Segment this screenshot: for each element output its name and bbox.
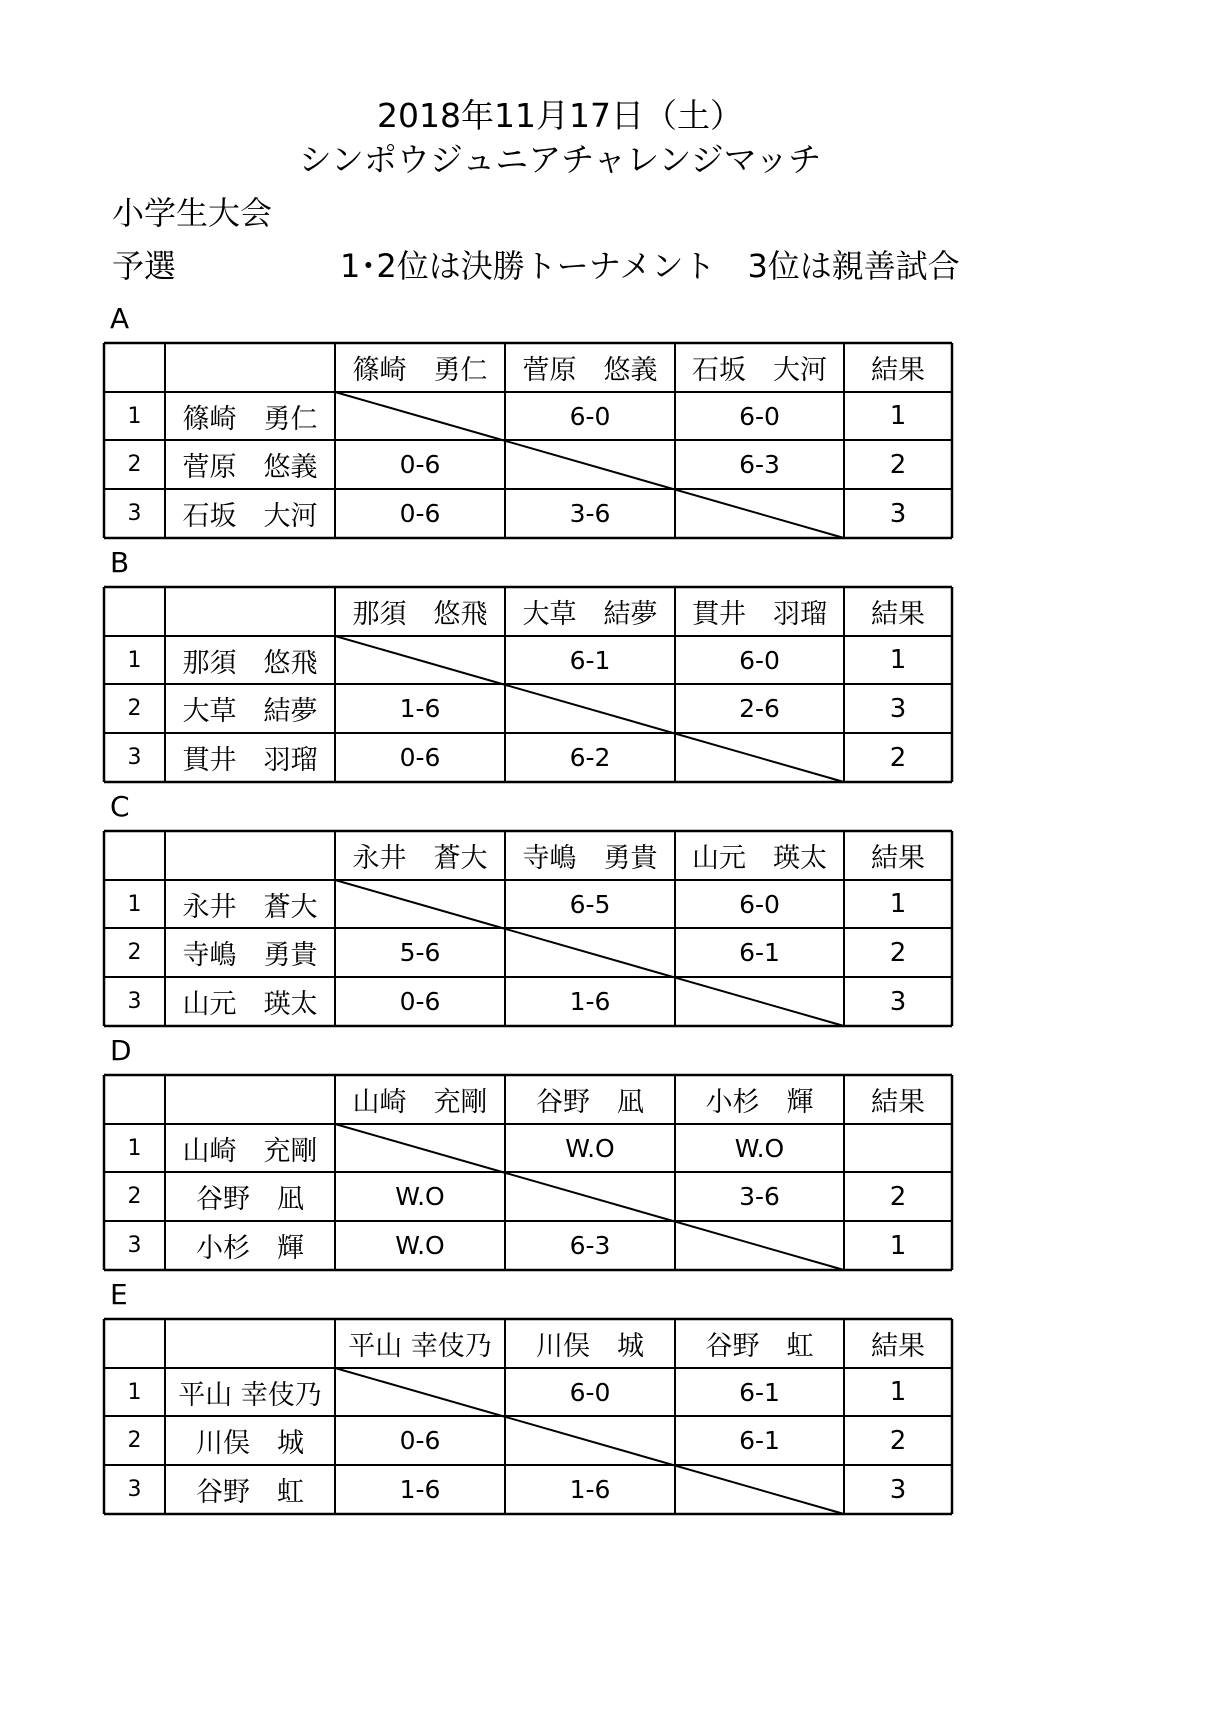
row-number: 2: [127, 696, 142, 721]
row-number: 1: [127, 647, 142, 673]
table-gridlines: [104, 343, 952, 538]
match-score: 6-3: [739, 450, 780, 479]
group-table: [104, 587, 952, 782]
match-score: 6-0: [739, 401, 780, 431]
match-score: 3-6: [569, 499, 611, 528]
row-number: 2: [127, 452, 142, 477]
event-title: シンポウジュニアチャレンジマッチ: [298, 140, 822, 179]
row-result: 1: [889, 1377, 907, 1407]
row-result: 3: [889, 1474, 907, 1505]
match-score: 6-2: [569, 743, 611, 772]
match-score: 3-6: [739, 1182, 780, 1211]
self-match-diagonal: [335, 636, 844, 782]
column-header-player: 菅原 悠義: [522, 355, 658, 386]
self-match-diagonal: [335, 1368, 844, 1514]
table-gridlines: [104, 1319, 952, 1514]
column-header-player: 谷野 凪: [536, 1087, 644, 1118]
table-gridlines: [104, 831, 952, 1026]
match-score: 0-6: [399, 499, 441, 528]
row-result: 2: [889, 449, 907, 480]
column-header-player: 平山 幸伎乃: [348, 1331, 492, 1362]
row-result: 2: [889, 742, 907, 773]
match-score: 1-6: [569, 987, 611, 1016]
row-player-name: 篠崎 勇仁: [182, 403, 318, 435]
match-score: 6-1: [739, 938, 780, 967]
group-label: A: [110, 302, 130, 335]
column-header-player: 永井 蒼大: [352, 843, 488, 874]
match-score: 6-1: [569, 645, 611, 675]
group-label: C: [110, 790, 130, 823]
row-player-name: 石坂 大河: [182, 501, 318, 532]
row-number: 2: [127, 940, 142, 965]
column-header-player: 那須 悠飛: [352, 599, 488, 630]
match-score: 6-0: [739, 889, 780, 919]
match-score: W.O: [734, 1133, 785, 1163]
row-number: 3: [127, 745, 142, 770]
match-score: W.O: [395, 1182, 445, 1211]
row-number: 2: [127, 1184, 142, 1209]
column-header-player: 石坂 大河: [692, 355, 827, 386]
column-header-player: 山崎 充剛: [352, 1087, 488, 1118]
row-player-name: 大草 結夢: [182, 696, 318, 727]
table-gridlines: [104, 1075, 952, 1270]
group-table: [104, 343, 952, 538]
row-player-name: 那須 悠飛: [182, 647, 318, 679]
row-result: 1: [889, 645, 907, 675]
table-gridlines: [104, 587, 952, 782]
row-number: 3: [127, 1233, 142, 1258]
column-header-result: 結果: [871, 599, 925, 630]
column-header-player: 貫井 羽瑠: [692, 599, 827, 630]
column-header-player: 篠崎 勇仁: [352, 355, 488, 386]
row-player-name: 平山 幸伎乃: [178, 1379, 322, 1411]
match-score: 6-1: [739, 1377, 780, 1407]
row-result: 2: [889, 937, 907, 968]
row-number: 3: [127, 1477, 142, 1502]
row-result: 3: [889, 693, 907, 724]
group-table: [104, 831, 952, 1026]
self-match-diagonal: [335, 392, 844, 538]
column-header-result: 結果: [871, 1087, 925, 1118]
group-table: [104, 1319, 952, 1514]
group-label: D: [110, 1034, 132, 1067]
group-table: [104, 1075, 952, 1270]
row-number: 3: [127, 501, 142, 526]
advancement-note: 1･2位は決勝トーナメント 3位は親善試合: [340, 247, 960, 285]
column-header-player: 小杉 輝: [705, 1087, 814, 1118]
row-player-name: 貫井 羽瑠: [182, 745, 318, 776]
group-label: B: [110, 546, 130, 579]
column-header-result: 結果: [871, 355, 925, 386]
column-header-player: 山元 瑛太: [692, 843, 827, 874]
row-player-name: 永井 蒼大: [182, 891, 318, 923]
match-score: 6-1: [739, 1426, 780, 1455]
match-score: 5-6: [399, 938, 441, 967]
match-score: 0-6: [399, 987, 441, 1016]
row-result: 1: [889, 889, 907, 919]
column-header-player: 大草 結夢: [522, 599, 658, 630]
row-player-name: 小杉 輝: [196, 1233, 304, 1264]
row-number: 1: [127, 403, 142, 429]
event-date: 2018年11月17日（土）: [377, 96, 743, 135]
self-match-diagonal: [335, 880, 844, 1026]
row-number: 1: [127, 1379, 142, 1405]
match-score: 1-6: [399, 694, 441, 723]
match-score: 2-6: [739, 694, 780, 723]
column-header-player: 寺嶋 勇貴: [522, 843, 658, 874]
column-header-result: 結果: [871, 843, 925, 874]
row-result: 1: [889, 1230, 907, 1261]
match-score: 0-6: [399, 450, 441, 479]
match-score: W.O: [395, 1231, 445, 1260]
group-label: E: [110, 1278, 128, 1311]
row-player-name: 菅原 悠義: [182, 452, 318, 483]
column-header-player: 谷野 虹: [705, 1331, 814, 1362]
row-number: 1: [127, 1135, 142, 1161]
match-score: W.O: [565, 1133, 615, 1163]
row-number: 3: [127, 989, 142, 1014]
match-score: 6-3: [569, 1231, 611, 1260]
match-score: 0-6: [399, 743, 441, 772]
row-player-name: 山崎 充剛: [182, 1135, 318, 1167]
self-match-diagonal: [335, 1124, 844, 1270]
row-player-name: 寺嶋 勇貴: [182, 940, 318, 971]
match-score: 0-6: [399, 1426, 441, 1455]
row-number: 2: [127, 1428, 142, 1453]
row-player-name: 谷野 虹: [196, 1477, 304, 1508]
row-number: 1: [127, 891, 142, 917]
row-player-name: 谷野 凪: [196, 1184, 304, 1215]
row-result: 3: [889, 498, 907, 529]
match-score: 6-0: [569, 401, 611, 431]
category-label: 小学生大会: [112, 194, 273, 232]
stage-label: 予選: [112, 247, 177, 285]
row-player-name: 山元 瑛太: [182, 989, 318, 1020]
match-score: 1-6: [399, 1475, 441, 1504]
column-header-player: 川俣 城: [536, 1331, 644, 1362]
column-header-result: 結果: [871, 1331, 925, 1362]
row-result: 3: [889, 986, 907, 1017]
match-score: 6-0: [739, 645, 780, 675]
match-score: 1-6: [569, 1475, 611, 1504]
match-score: 6-0: [569, 1377, 611, 1407]
row-result: 2: [889, 1425, 907, 1456]
row-result: 2: [889, 1181, 907, 1212]
match-score: 6-5: [569, 889, 611, 919]
row-result: 1: [889, 401, 907, 431]
row-player-name: 川俣 城: [196, 1428, 304, 1459]
